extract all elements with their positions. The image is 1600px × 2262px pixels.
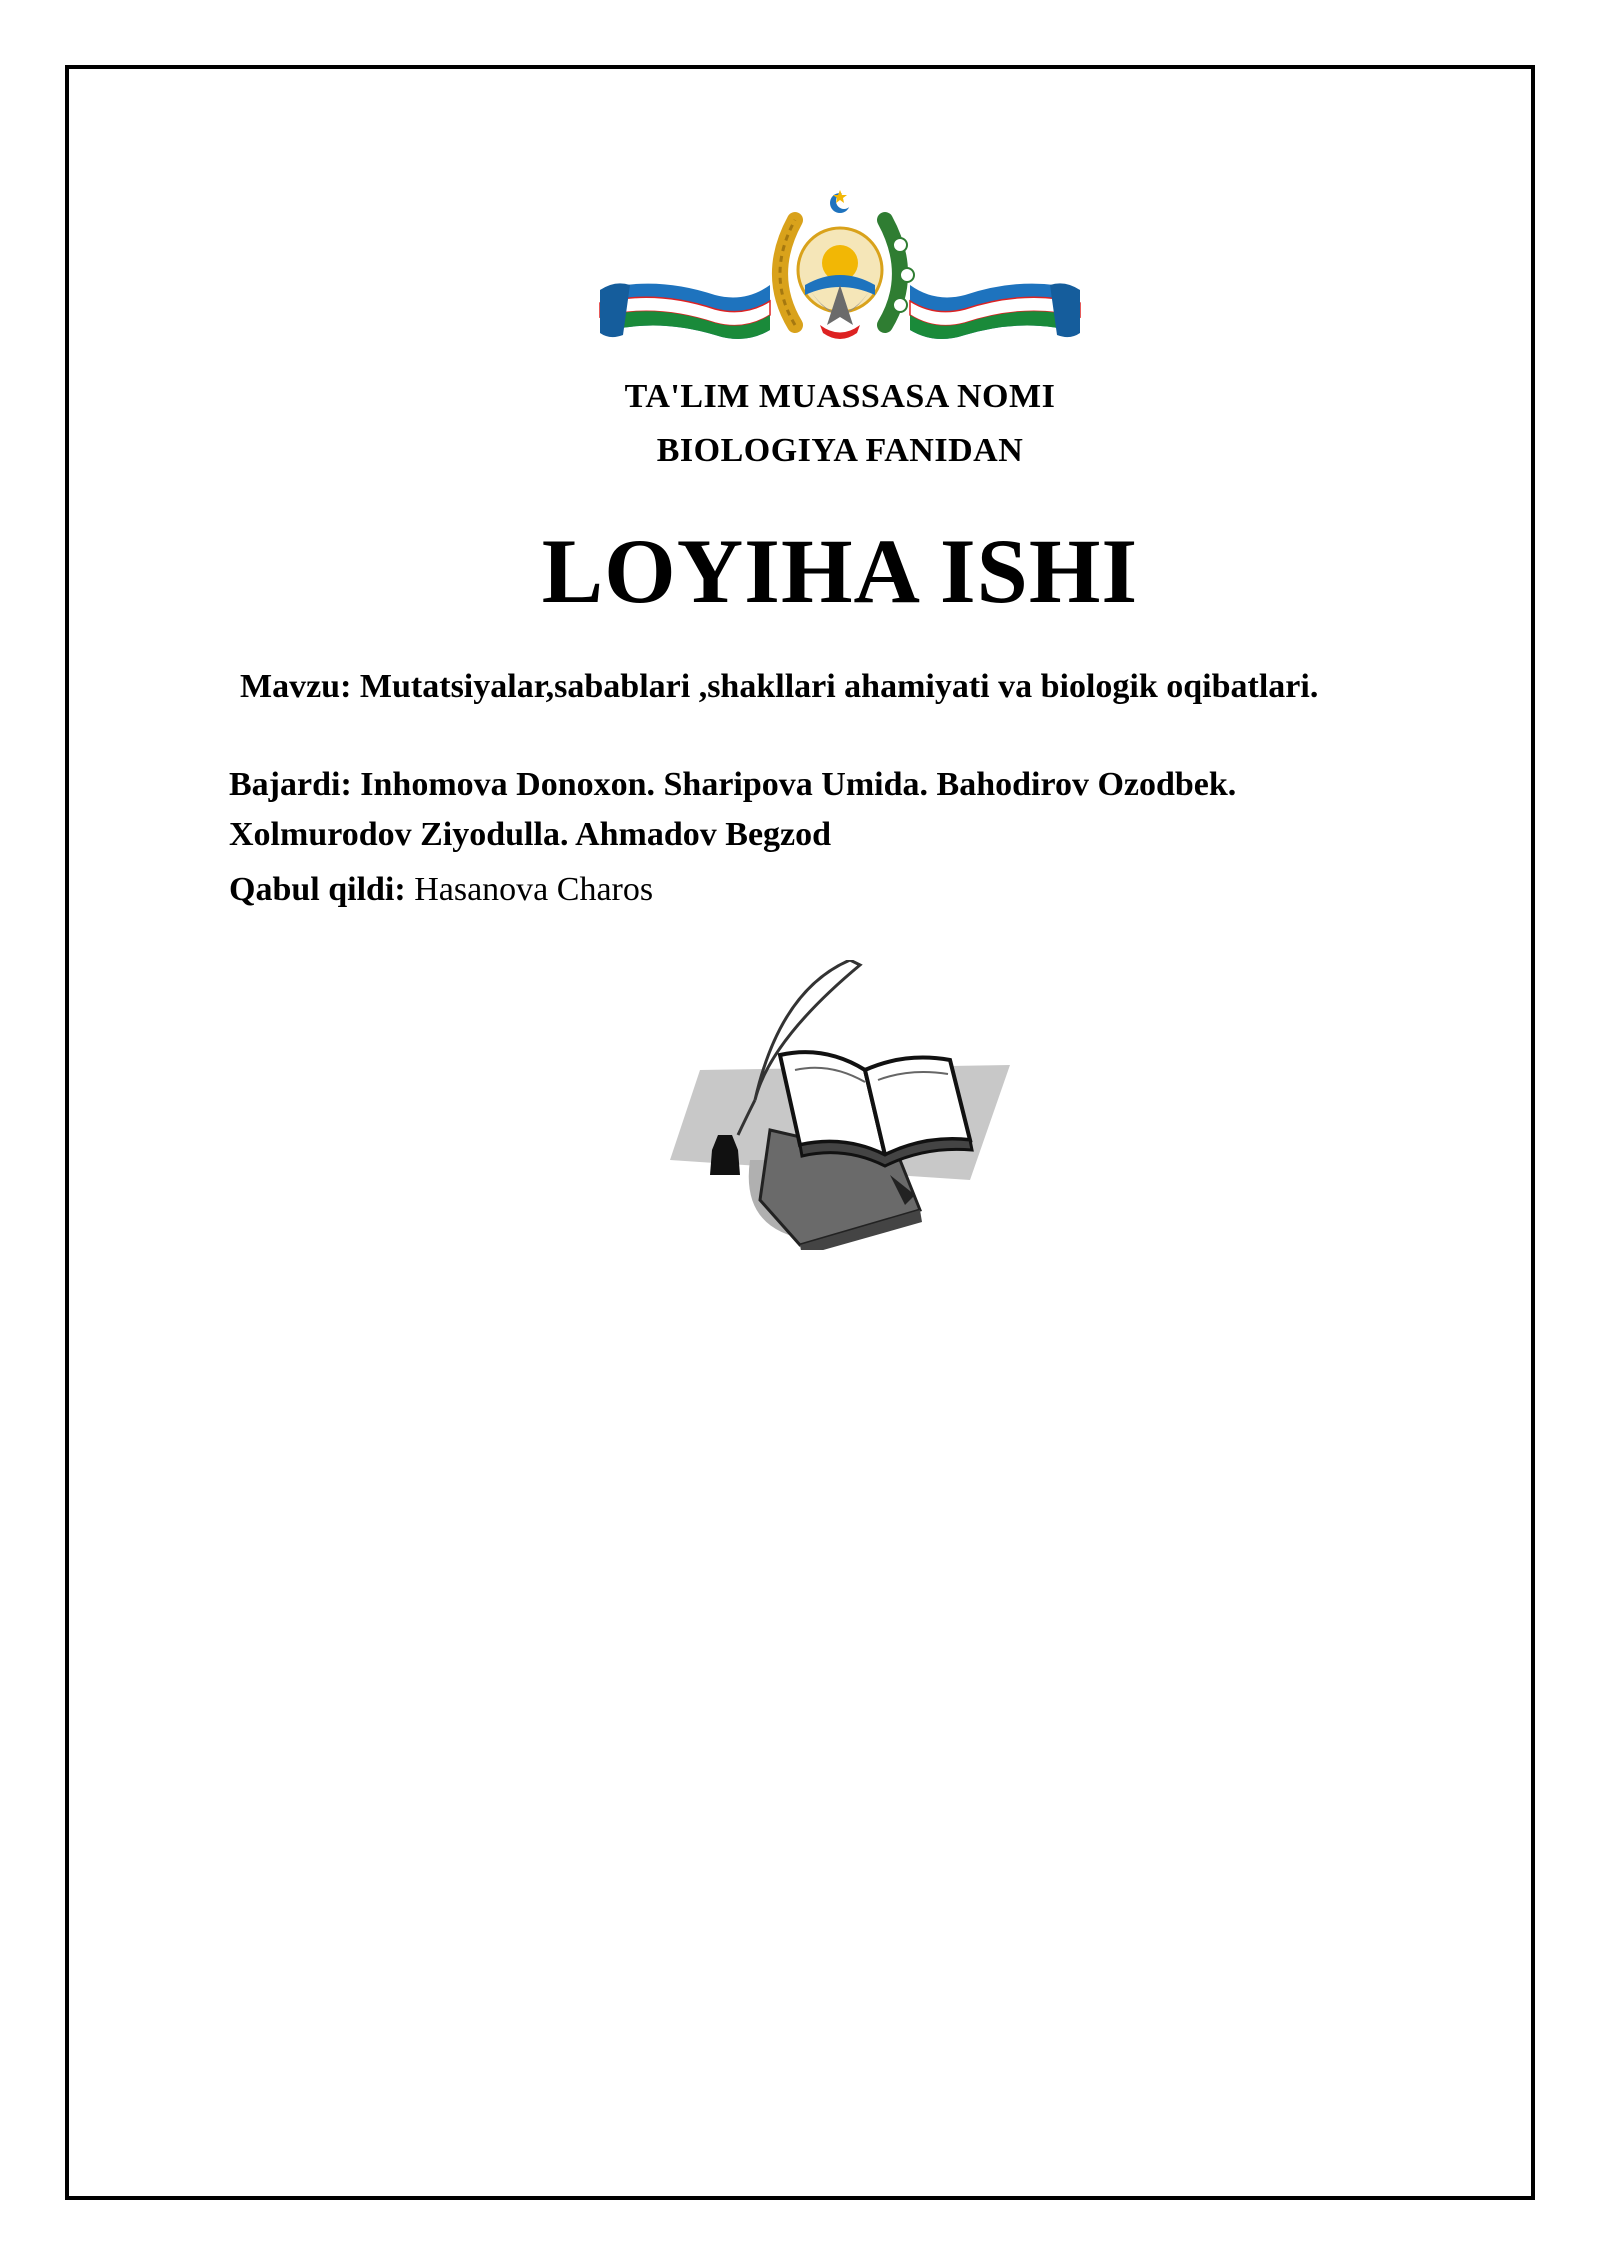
executors-names: Inhomova Donoxon. Sharipova Umida. Bahodirov Ozodbek. Xolmurodov Ziyodulla. Ahmadov Begzod: [229, 766, 1237, 853]
receiver-label: Qabul qildi:: [229, 871, 406, 908]
topic-text: Mutatsiyalar,sabablari ,shakllari ahamiyati va biologik oqibatlari.: [359, 668, 1319, 705]
open-book-quill-icon: [660, 960, 1020, 1250]
right-flag-ribbon: [910, 283, 1080, 339]
receiver-name: Hasanova Charos: [414, 871, 654, 908]
emblem-center: [798, 228, 882, 339]
open-book: [780, 1052, 972, 1166]
left-flag-ribbon: [600, 283, 770, 339]
topic-label: Mavzu:: [240, 668, 352, 705]
executors-block: [229, 760, 1409, 860]
executors-label: Bajardi:: [229, 766, 352, 803]
subject-name: BIOLOGIYA FANIDAN: [656, 432, 1024, 469]
crescent-star: [830, 190, 852, 213]
topic-line: [240, 668, 1500, 706]
wheat-wreath: [780, 220, 795, 325]
institution-name: TA'LIM MUASSASA NOMI: [624, 378, 1056, 415]
document-title: LOYIHA ISHI: [541, 520, 1139, 622]
receiver-line: [229, 865, 1409, 915]
state-emblem-icon: [595, 185, 1085, 355]
